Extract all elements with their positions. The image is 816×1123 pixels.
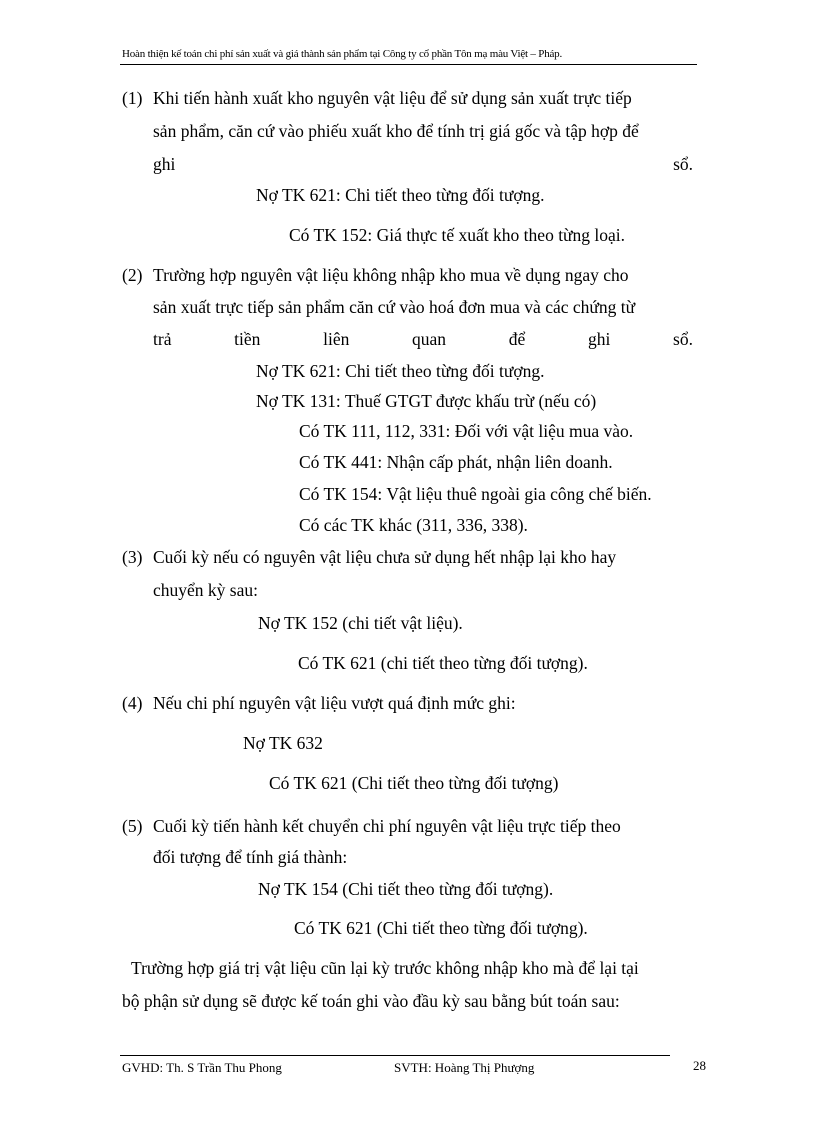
- journal-entry: Có TK 111, 112, 331: Đối với vật liệu mua vào.: [299, 421, 634, 441]
- item-1-line-3: [153, 154, 693, 175]
- header-rule: [120, 64, 697, 65]
- footer-rule: [120, 1055, 670, 1056]
- item-number-4: (4): [122, 693, 143, 713]
- running-header: Hoàn thiện kế toán chi phí sản xuất và giá thành sản phẩm tại Công ty cổ phần Tôn mạ màu Việt – Pháp.: [122, 48, 563, 60]
- journal-entry: Có TK 152: Giá thực tế xuất kho theo từng loại.: [289, 225, 626, 245]
- journal-entry: Có TK 621 (Chi tiết theo từng đối tượng).: [294, 918, 588, 938]
- word: tiền: [234, 329, 261, 349]
- closing-paragraph-line-2: bộ phận sử dụng sẽ được kế toán ghi vào đầu kỳ sau bằng bút toán sau:: [122, 991, 620, 1011]
- word: quan: [412, 329, 447, 349]
- item-2-line-1: Trường hợp nguyên vật liệu không nhập kho mua về dụng ngay cho: [153, 265, 629, 285]
- item-number-5: (5): [122, 816, 143, 836]
- journal-entry: Có TK 154: Vật liệu thuê ngoài gia công chế biến.: [299, 484, 652, 504]
- journal-entry: Nợ TK 152 (chi tiết vật liệu).: [258, 613, 463, 633]
- item-1-line-1: Khi tiến hành xuất kho nguyên vật liệu để sử dụng sản xuất trực tiếp: [153, 88, 632, 108]
- word: sổ.: [673, 154, 693, 174]
- journal-entry: Có các TK khác (311, 336, 338).: [299, 515, 528, 535]
- footer-student: SVTH: Hoàng Thị Phượng: [394, 1060, 535, 1075]
- journal-entry: Có TK 621 (chi tiết theo từng đối tượng).: [298, 653, 588, 673]
- word: liên: [323, 329, 350, 349]
- journal-entry: Có TK 621 (Chi tiết theo từng đối tượng): [269, 773, 559, 793]
- word: ghi: [153, 154, 176, 174]
- word: trả: [153, 329, 172, 349]
- page-number: 28: [693, 1058, 706, 1073]
- closing-paragraph-line-1: Trường hợp giá trị vật liệu cũn lại kỳ trước không nhập kho mà để lại tại: [131, 958, 639, 978]
- item-4-line-1: Nếu chi phí nguyên vật liệu vượt quá định mức ghi:: [153, 693, 516, 713]
- word: sổ.: [673, 329, 693, 349]
- item-5-line-2: đối tượng để tính giá thành:: [153, 847, 348, 867]
- item-2-line-3: [153, 329, 693, 350]
- item-1-line-2: sản phẩm, căn cứ vào phiếu xuất kho để tính trị giá gốc và tập hợp để: [153, 121, 639, 141]
- word: ghi: [587, 329, 611, 349]
- item-3-line-2: chuyển kỳ sau:: [153, 580, 258, 600]
- journal-entry: Nợ TK 632: [243, 733, 323, 753]
- item-number-2: (2): [122, 265, 143, 285]
- item-number-3: (3): [122, 547, 143, 567]
- journal-entry: Nợ TK 131: Thuế GTGT được khấu trừ (nếu có): [256, 391, 597, 411]
- journal-entry: Nợ TK 154 (Chi tiết theo từng đối tượng).: [258, 879, 554, 899]
- word: để: [508, 329, 526, 349]
- journal-entry: Nợ TK 621: Chi tiết theo từng đối tượng.: [256, 361, 545, 381]
- journal-entry: Có TK 441: Nhận cấp phát, nhận liên doanh.: [299, 452, 613, 472]
- item-5-line-1: Cuối kỳ tiến hành kết chuyển chi phí nguyên vật liệu trực tiếp theo: [153, 816, 621, 836]
- item-2-line-2: sản xuất trực tiếp sản phẩm căn cứ vào hoá đơn mua và các chứng từ: [153, 297, 636, 317]
- footer-advisor: GVHD: Th. S Trần Thu Phong: [122, 1060, 282, 1075]
- item-number-1: (1): [122, 88, 143, 108]
- item-3-line-1: Cuối kỳ nếu có nguyên vật liệu chưa sử dụng hết nhập lại kho hay: [153, 547, 617, 567]
- journal-entry: Nợ TK 621: Chi tiết theo từng đối tượng.: [256, 185, 545, 205]
